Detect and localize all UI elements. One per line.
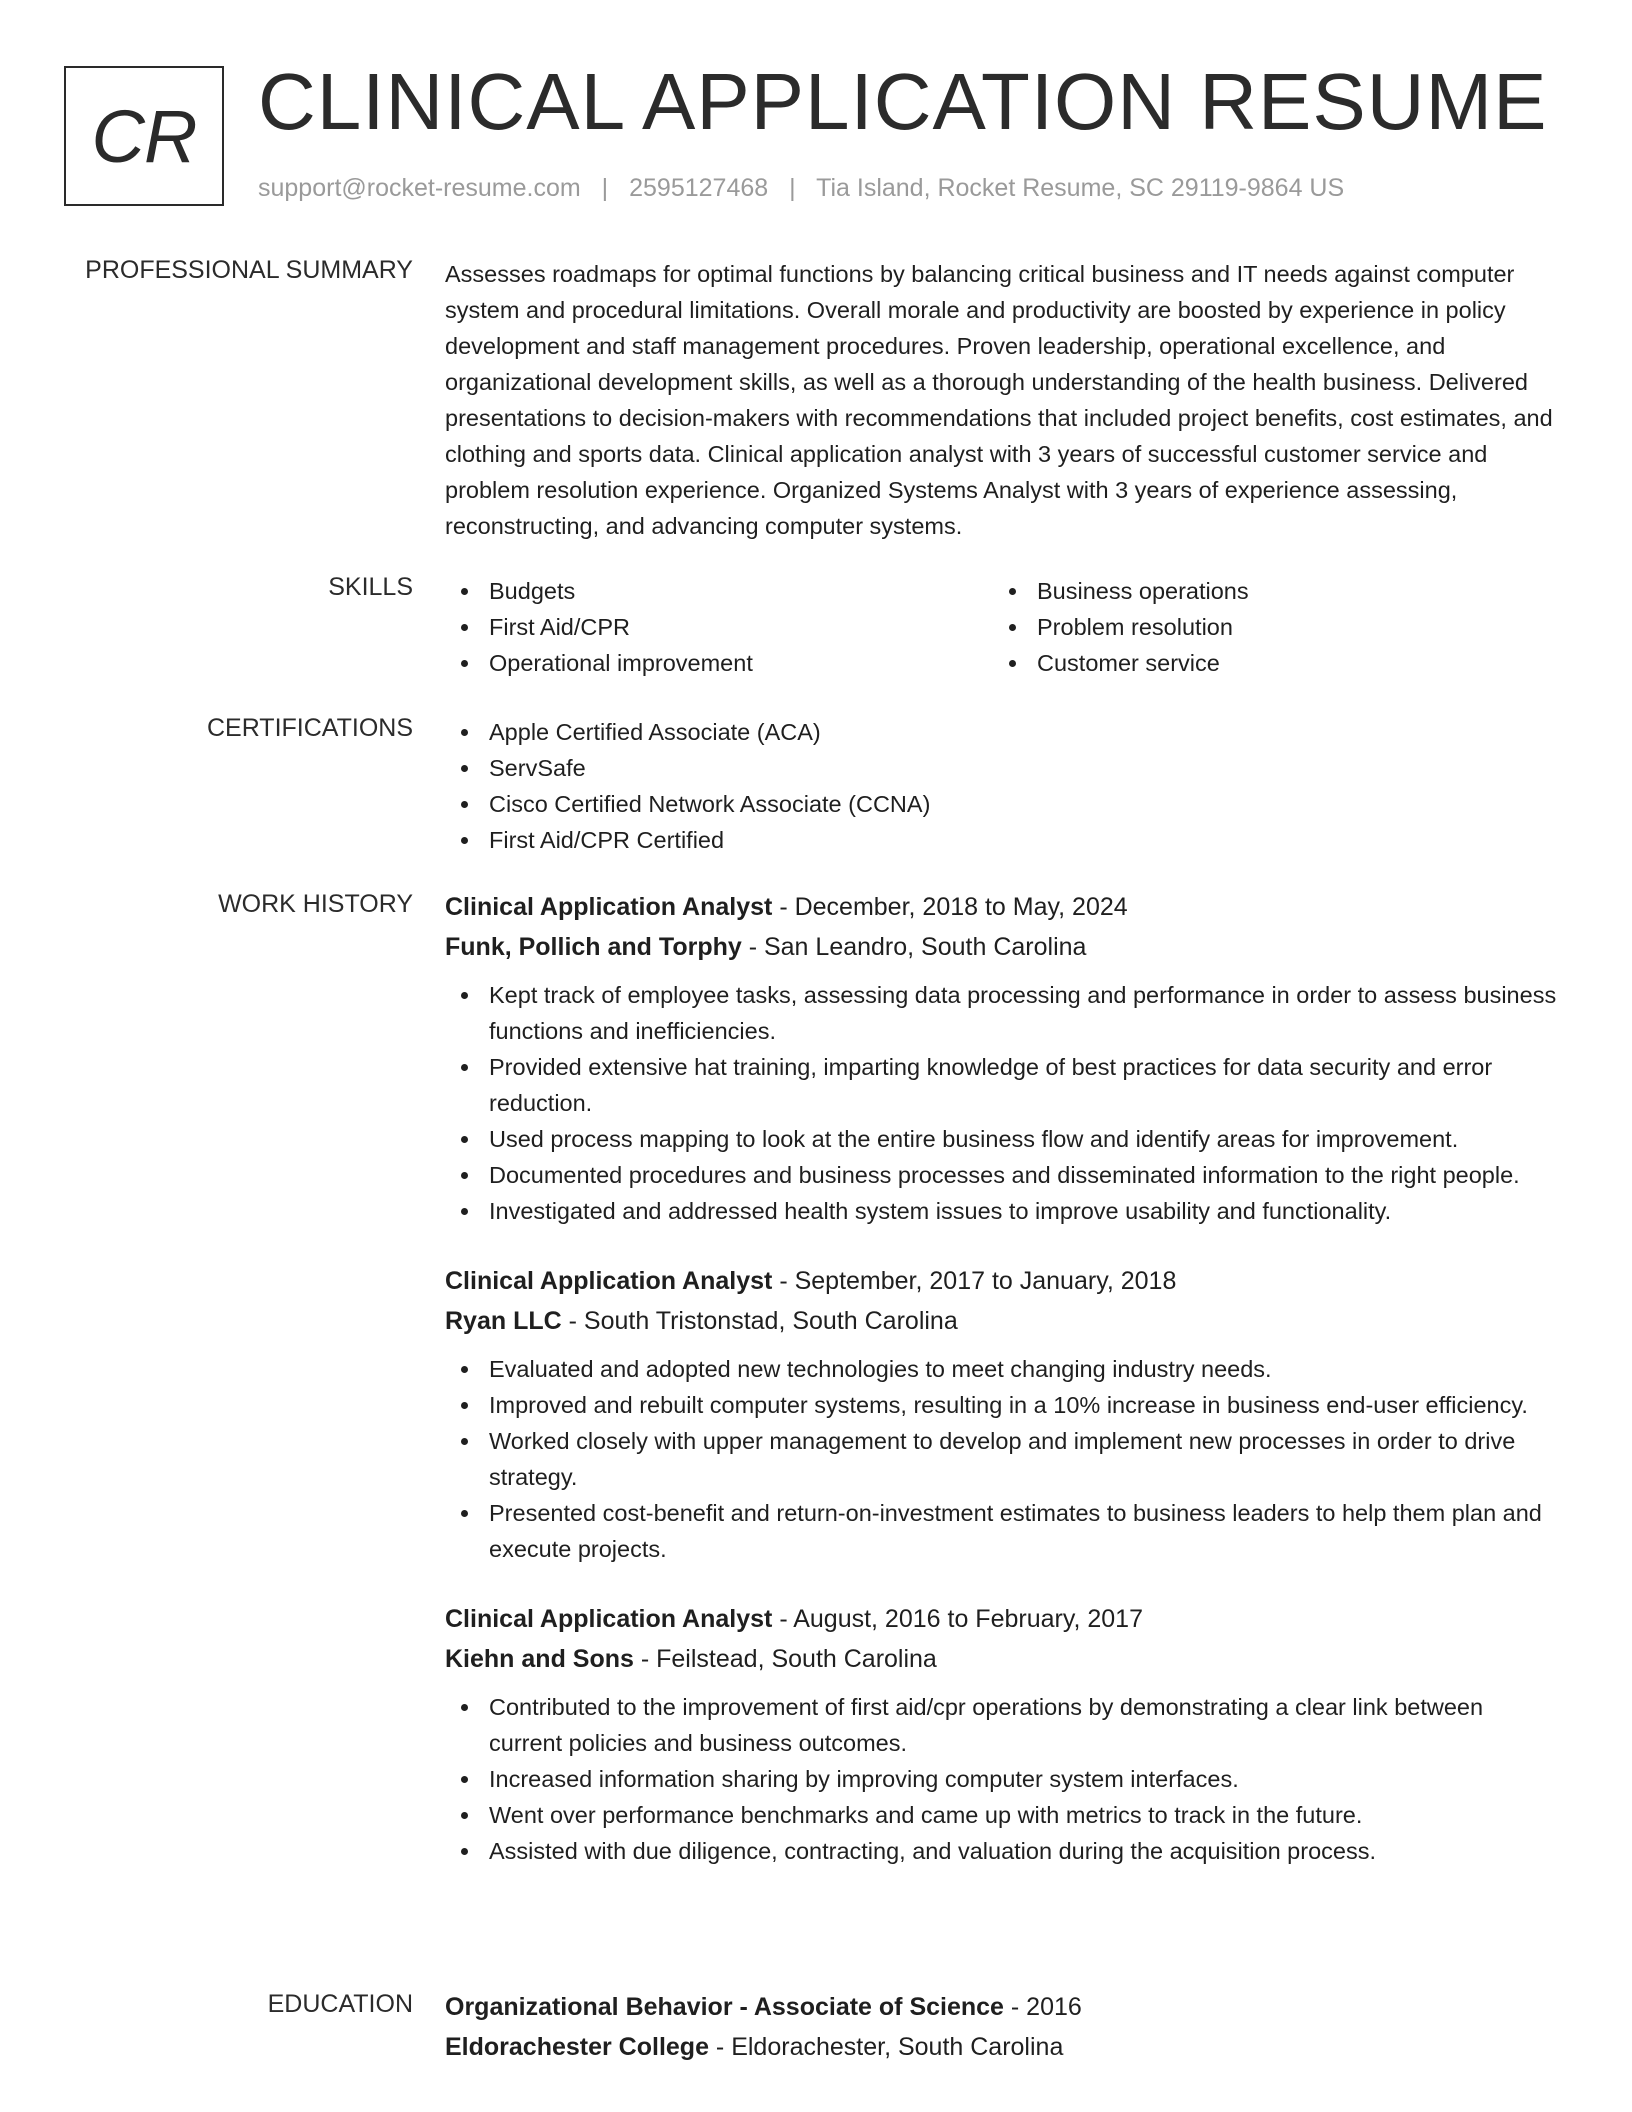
education-section [445,1987,1557,2067]
skill-item: Business operations [993,573,1541,609]
skill-item: First Aid/CPR [445,609,993,645]
skill-item: Operational improvement [445,645,993,681]
contact-line [258,174,1344,203]
certification-item: Apple Certified Associate (ACA) [445,714,1557,750]
certification-item: ServSafe [445,750,1557,786]
job-bullet: Contributed to the improvement of first aid/cpr operations by demonstrating a clear link between current policies and business outcomes. [445,1689,1557,1761]
job-bullet: Used process mapping to look at the entire business flow and identify areas for improvement. [445,1121,1557,1157]
job-title-line [445,887,1557,927]
job-location: - San Leandro, South Carolina [741,933,1087,961]
job-bullet: Presented cost-benefit and return-on-investment estimates to business leaders to help them plan and execute projects. [445,1495,1557,1567]
skills-section [445,573,1557,681]
job-entry [445,887,1557,1229]
skill-item: Customer service [993,645,1541,681]
monogram-logo: CR [64,66,224,206]
summary-text: Assesses roadmaps for optimal functions by balancing critical business and IT needs against computer system and procedural limitations. Overall morale and productivity are boosted by experience in policy development and staff management procedures. Proven leadership, operational excellence, and organizational development skills, as well as a thorough understanding of the health business. Delivered presentations to decision-makers with recommendations that included project benefits, cost estimates, and clothing and sports data. Clinical application analyst with 3 years of successful customer service and problem resolution experience. Organized Systems Analyst with 3 years of experience assessing, reconstructing, and advancing computer systems. [445,261,1553,539]
skill-item: Budgets [445,573,993,609]
job-bullet: Evaluated and adopted new technologies to meet changing industry needs. [445,1351,1557,1387]
skills-column-1 [445,573,993,681]
job-title: Clinical Application Analyst [445,1267,773,1295]
section-label-skills: SKILLS [328,573,413,601]
contact-email[interactable]: support@rocket-resume.com [258,174,581,202]
resume-title: CLINICAL APPLICATION RESUME [258,57,1548,146]
job-title: Clinical Application Analyst [445,1605,773,1633]
section-label-certifications: CERTIFICATIONS [206,714,413,742]
job-location: - Feilstead, South Carolina [633,1645,937,1673]
job-title-line [445,1599,1557,1639]
job-dates: - August, 2016 to February, 2017 [772,1605,1143,1633]
job-company-line [445,1639,1557,1679]
section-label-work-history: WORK HISTORY [218,890,413,918]
education-school: Eldorachester College [445,2033,709,2061]
education-year: - 2016 [1003,1993,1082,2021]
contact-separator: | [789,174,796,202]
job-location: - South Tristonstad, South Carolina [561,1307,958,1335]
job-dates: - September, 2017 to January, 2018 [772,1267,1177,1295]
work-history-section [445,887,1557,1901]
job-company: Ryan LLC [445,1307,562,1335]
certification-item: Cisco Certified Network Associate (CCNA) [445,786,1557,822]
education-school-line [445,2027,1557,2067]
job-bullet: Provided extensive hat training, imparting knowledge of best practices for data security and error reduction. [445,1049,1557,1121]
job-entry [445,1261,1557,1567]
job-title-line [445,1261,1557,1301]
skills-column-2 [993,573,1541,681]
contact-phone[interactable]: 2595127468 [629,174,769,202]
contact-address: Tia Island, Rocket Resume, SC 29119-9864 US [816,174,1345,202]
job-bullet: Went over performance benchmarks and came up with metrics to track in the future. [445,1797,1557,1833]
certification-item: First Aid/CPR Certified [445,822,1557,858]
skill-item: Problem resolution [993,609,1541,645]
job-bullet: Investigated and addressed health system issues to improve usability and functionality. [445,1193,1557,1229]
job-company: Funk, Pollich and Torphy [445,933,742,961]
section-label-education: EDUCATION [267,1990,413,2018]
job-bullet: Documented procedures and business processes and disseminated information to the right people. [445,1157,1557,1193]
summary-section [445,256,1557,544]
job-bullet: Assisted with due diligence, contracting, and valuation during the acquisition process. [445,1833,1557,1869]
job-title: Clinical Application Analyst [445,893,773,921]
job-company-line [445,927,1557,967]
job-bullet: Increased information sharing by improving computer system interfaces. [445,1761,1557,1797]
job-bullet: Improved and rebuilt computer systems, resulting in a 10% increase in business end-user efficiency. [445,1387,1557,1423]
education-location: - Eldorachester, South Carolina [708,2033,1064,2061]
section-label-summary: PROFESSIONAL SUMMARY [85,256,413,284]
job-dates: - December, 2018 to May, 2024 [772,893,1128,921]
education-degree-line [445,1987,1557,2027]
certifications-section [445,714,1557,858]
contact-separator: | [601,174,609,202]
job-bullet: Kept track of employee tasks, assessing data processing and performance in order to assess business functions and inefficiencies. [445,977,1557,1049]
job-bullet: Worked closely with upper management to develop and implement new processes in order to drive strategy. [445,1423,1557,1495]
job-company-line [445,1301,1557,1341]
education-degree: Organizational Behavior - Associate of Science [445,1993,1004,2021]
job-entry [445,1599,1557,1869]
job-company: Kiehn and Sons [445,1645,634,1673]
